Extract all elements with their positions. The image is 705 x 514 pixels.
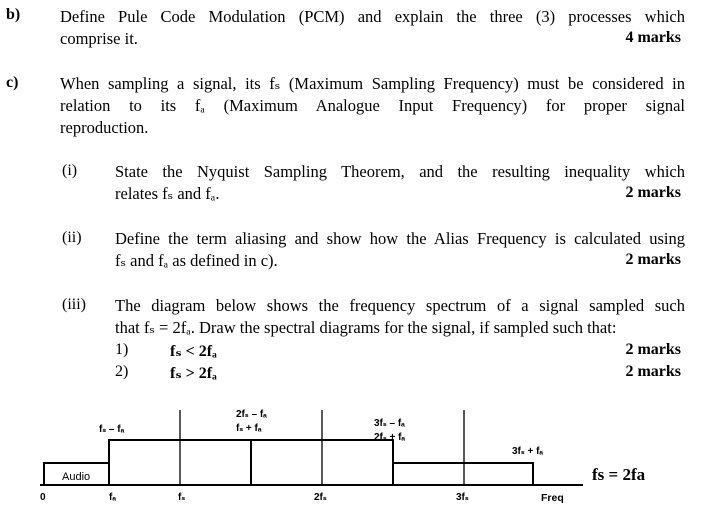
item-2-marks: 2 marks: [625, 363, 681, 380]
sub-i-line2: relates fₛ and fₐ.: [115, 184, 220, 203]
item-2-number: 2): [115, 363, 129, 380]
part-c-line3: reproduction.: [60, 118, 149, 137]
sub-iii-number: (iii): [62, 296, 86, 313]
label-fs-plus-fa: fₛ + fₐ: [236, 423, 262, 434]
axis-label-fs: fₛ: [178, 492, 186, 503]
part-b-label: b): [6, 6, 21, 23]
part-c-line1: When sampling a signal, its fₛ (Maximum Sampling Frequency) must be considered in: [60, 74, 685, 93]
spectrum-diagram: [0, 395, 705, 514]
axis-label-2fs: 2fₛ: [314, 492, 327, 503]
diagram-caption: fs = 2fa: [592, 465, 646, 484]
part-b-marks: 4 marks: [625, 29, 681, 46]
item-1-marks: 2 marks: [625, 341, 681, 358]
sub-ii-marks: 2 marks: [625, 251, 681, 268]
band-3: [393, 463, 533, 485]
sub-i-line1: State the Nyquist Sampling Theorem, and the resulting inequality which: [115, 162, 685, 181]
axis-label-freq: Freq: [541, 492, 564, 504]
sub-ii-line1: Define the term aliasing and show how the Alias Frequency is calculated using: [115, 229, 685, 248]
sub-iii-line1: The diagram below shows the frequency spectrum of a signal sampled such: [115, 296, 685, 315]
item-2-condition: fₛ > 2fₐ: [170, 365, 217, 382]
item-1-condition: fₛ < 2fₐ: [170, 343, 217, 360]
label-fs-minus-fa: fₛ – fₐ: [99, 424, 125, 435]
axis-label-3fs: 3fₛ: [456, 492, 469, 503]
label-2fs-minus-fa: 2fₛ – fₐ: [236, 409, 267, 420]
label-3fs-plus-fa: 3fₛ + fₐ: [512, 446, 544, 457]
sub-ii-line2: fₛ and fₐ as defined in c).: [115, 251, 278, 270]
part-b-line2: comprise it.: [60, 29, 138, 48]
sub-iii-line2: that fₛ = 2fₐ. Draw the spectral diagrams for the signal, if sampled such that:: [115, 318, 617, 337]
label-2fs-plus-fa: 2fₛ + fₐ: [374, 432, 406, 443]
part-c-label: c): [6, 74, 19, 91]
label-3fs-minus-fa: 3fₛ – fₐ: [374, 418, 405, 429]
axis-label-0: 0: [40, 492, 46, 503]
part-b-line1: Define Pule Code Modulation (PCM) and explain the three (3) processes which: [60, 7, 685, 26]
item-1-number: 1): [115, 341, 129, 358]
sub-i-number: (i): [62, 162, 78, 179]
audio-label: Audio: [62, 471, 91, 483]
axis-label-fa: fₐ: [109, 492, 117, 503]
part-c-line2: relation to its fₐ (Maximum Analogue Input Frequency) for proper signal: [60, 96, 685, 115]
sub-i-marks: 2 marks: [625, 184, 681, 201]
sub-ii-number: (ii): [62, 229, 82, 246]
